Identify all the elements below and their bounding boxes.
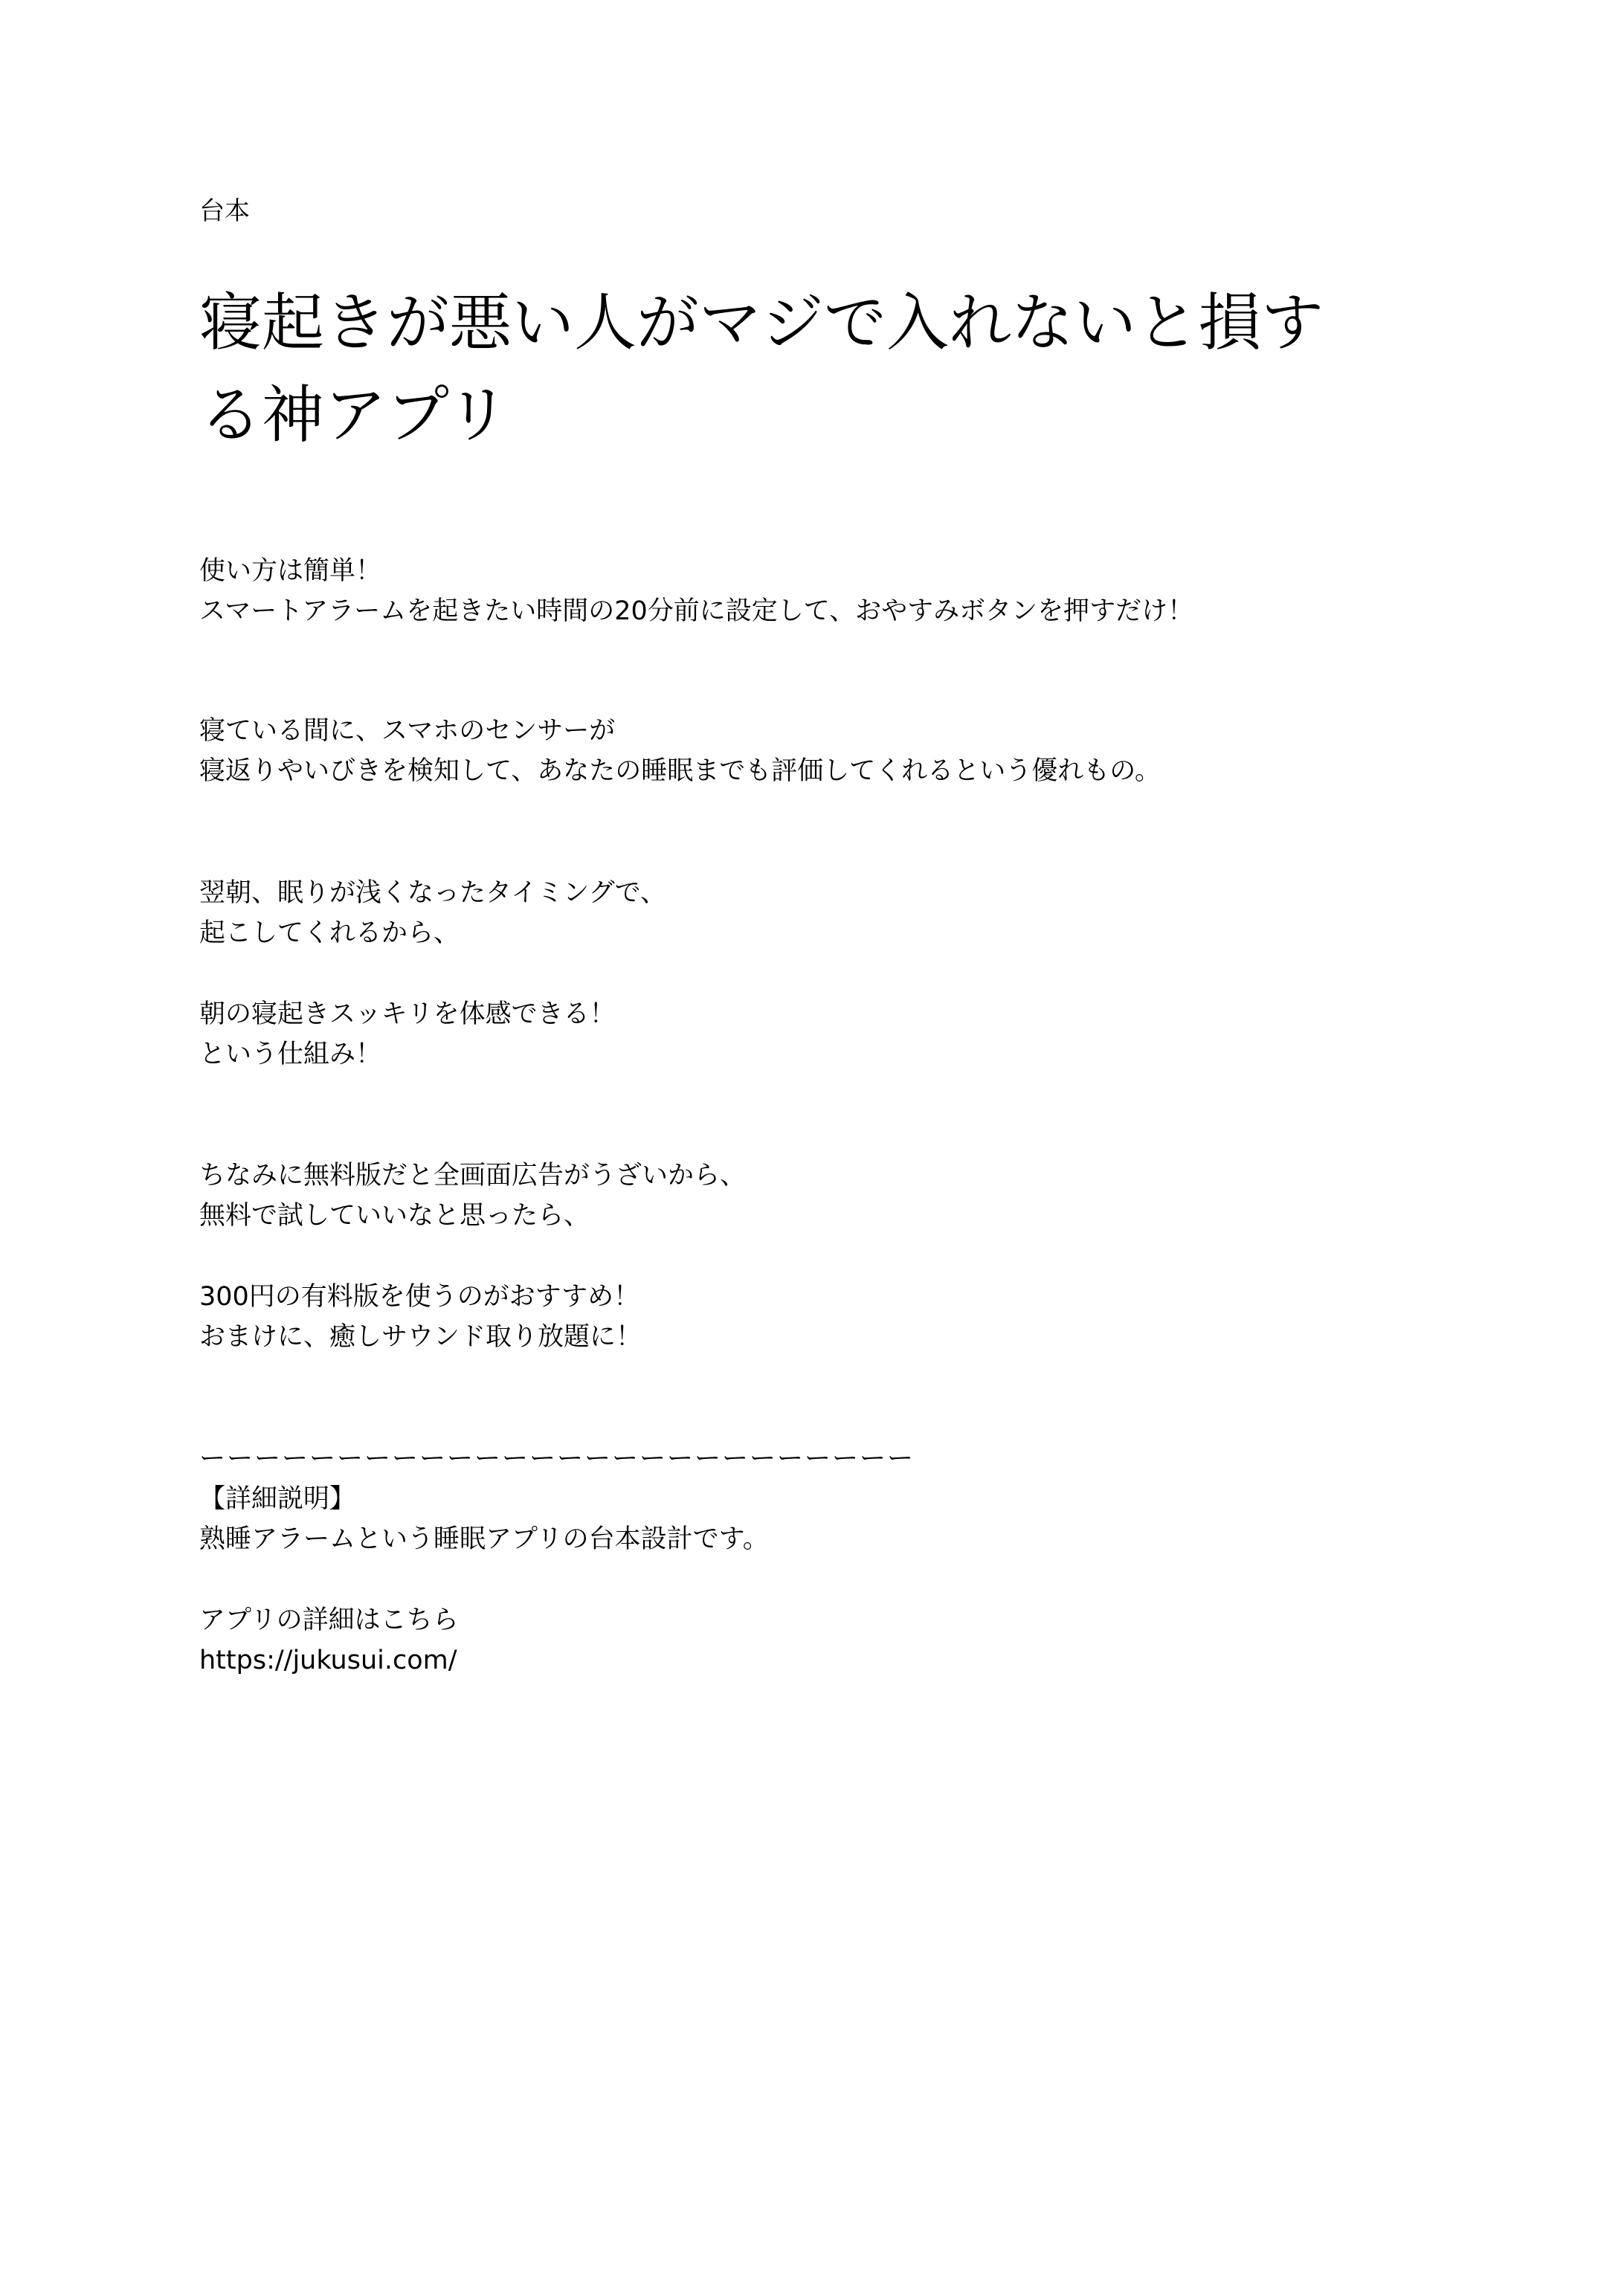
paragraph-line: 使い方は簡単！ bbox=[199, 556, 382, 586]
paragraph-line: 無料で試していいなと思ったら、 bbox=[199, 1201, 590, 1231]
paragraph-line: ちなみに無料版だと全画面広告がうざいから、 bbox=[199, 1161, 747, 1191]
paragraph-line: スマートアラームを起きたい時間の20分前に設定して、おやすみボタンを押すだけ！ bbox=[199, 596, 1194, 626]
details-section bbox=[199, 1479, 1426, 1559]
page-title bbox=[199, 277, 1449, 461]
paragraph-line: 寝返りやいびきを検知して、あなたの睡眠までも評価してくれるという優れもの。 bbox=[199, 756, 1161, 786]
paragraph-line: 翌朝、眠りが浅くなったタイミングで、 bbox=[199, 878, 666, 908]
app-url-link[interactable]: https://jukusui.com/ bbox=[199, 1646, 457, 1675]
paragraph-line: 朝の寝起きスッキリを体感できる！ bbox=[199, 999, 616, 1029]
divider: ーーーーーーーーーーーーーーーーーーーーーーーーーー bbox=[199, 1444, 915, 1474]
details-text: 熟睡アラームという睡眠アプリの台本設計です。 bbox=[199, 1524, 769, 1554]
paragraph-line: という仕組み！ bbox=[199, 1040, 382, 1069]
paragraph-paid-version bbox=[199, 1277, 1426, 1357]
paragraph-line: おまけに、癒しサウンド取り放題に！ bbox=[199, 1322, 642, 1352]
paragraph-sensor bbox=[199, 711, 1426, 791]
paragraph-free-version bbox=[199, 1156, 1426, 1236]
paragraph-line: 寝ている間に、スマホのセンサーが bbox=[199, 716, 616, 746]
document-label: 台本 bbox=[199, 196, 250, 226]
app-url-line bbox=[199, 1640, 1426, 1681]
paragraph-line: 起こしてくれるから、 bbox=[199, 918, 460, 948]
details-heading: 【詳細説明】 bbox=[199, 1484, 356, 1514]
paragraph-usage bbox=[199, 551, 1426, 631]
paragraph-line: 300円の有料版を使うのがおすすめ！ bbox=[199, 1282, 640, 1312]
paragraph-wakeup bbox=[199, 873, 1426, 953]
paragraph-mechanism bbox=[199, 994, 1426, 1074]
title-line-2: る神アプリ bbox=[199, 378, 509, 451]
app-link-section bbox=[199, 1600, 1426, 1681]
title-line-1: 寝起きが悪い人がマジで入れないと損す bbox=[199, 286, 1324, 359]
link-intro: アプリの詳細はこちら bbox=[199, 1605, 459, 1635]
